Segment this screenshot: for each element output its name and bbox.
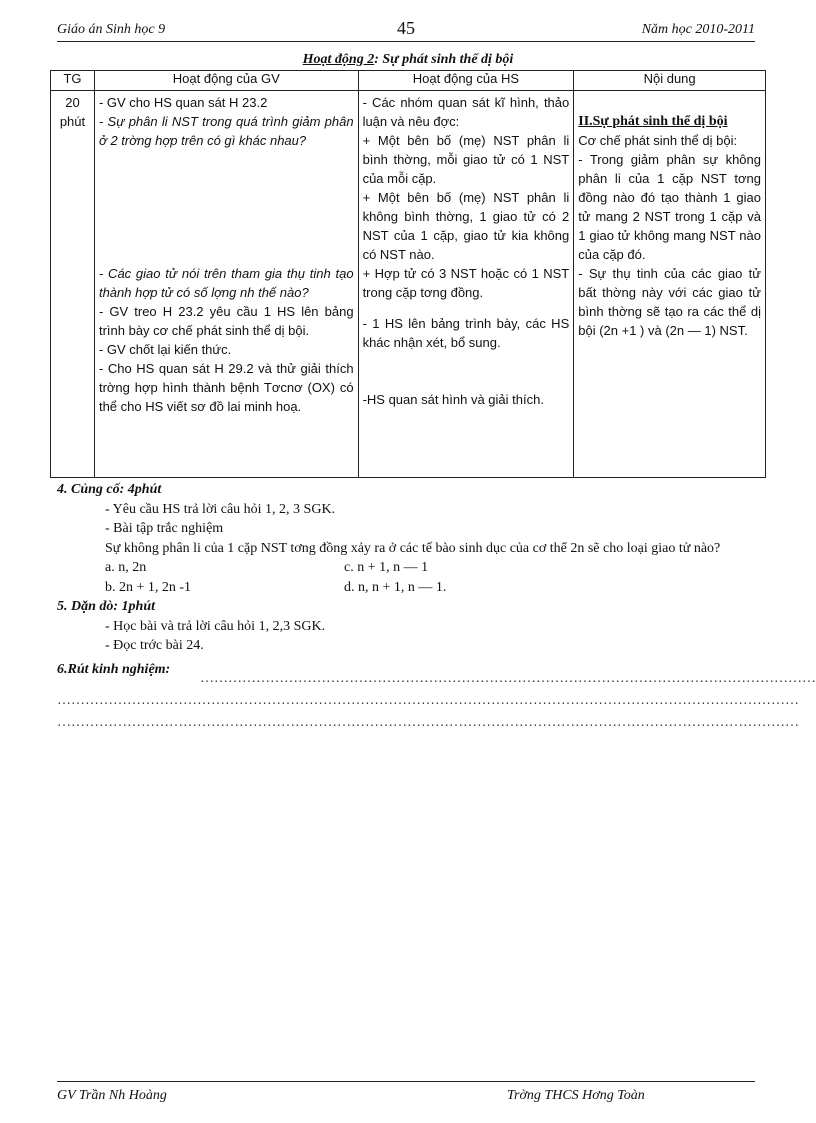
gv-question-2: - Các giao tử nói trên tham gia thụ tinh tạo thành hợp tử có số lợng nh thế nào? [98,266,354,300]
header-gv: Hoạt động của GV [94,71,358,91]
notes-line-3: …………………………………………………………………………………………………………………………………………… [57,715,799,730]
notes-line-2: …………………………………………………………………………………………………………………………………………… [57,693,799,708]
hs-step-4: + Hợp tử có 3 NST hoặc có 1 NST trong cặp tơng đồng. [362,266,570,300]
page-number: 45 [397,18,415,38]
header-rule [57,41,755,42]
footer-rule [57,1081,755,1082]
gv-step-2: - GV treo H 23.2 yêu cầu 1 HS lên bảng trình bày cơ chế phát sinh thể dị bội. [98,304,354,338]
section5-line2: - Đọc trớc bài 24. [105,638,204,653]
table-header-row [51,71,766,91]
tg-cell [51,91,95,478]
gv-step-3: - GV chốt lại kiến thức. [98,342,232,357]
content-p2: - Trong giảm phân sự không phân li của 1 cặp NST tơng đồng nào đó tạo thành 1 giao tử mang 2 NST trong 1 cặp và 1 giao tử không mang NST nào của cặp đó. [578,152,761,262]
hs-step-2: + Một bên bố (mẹ) NST phân li bình thờng, mỗi giao tử có 1 NST của mỗi cặp. [362,133,570,186]
content-p3: - Sự thụ tinh của các giao tử bất thờng này với các giao tử bình thờng sẽ tạo ra các thể dị bội (2n +1 ) và (2n — 1) NST. [578,266,761,338]
tg-value: 20 [65,95,80,110]
tg-unit: phút [59,114,86,129]
header-tg: TG [51,71,95,91]
section5-line1: - Học bài và trả lời câu hỏi 1, 2,3 SGK. [105,618,326,634]
option-b: b. 2n + 1, 2n -1 [105,579,192,595]
option-c: c. n + 1, n — 1 [344,560,429,575]
option-d: d. n, n + 1, n — 1. [344,579,447,595]
section4-line1: - Yêu cầu HS trả lời câu hỏi 1, 2, 3 SGK. [105,501,336,517]
footer-teacher: GV Trần Nh Hoàng [57,1088,167,1103]
lesson-table [50,70,766,478]
hs-step-1: - Các nhóm quan sát kĩ hình, thảo luận và nêu đợc: [362,95,570,129]
quiz-options-row-2 [57,578,759,598]
quiz-question: Sự không phân li của 1 cặp NST tơng đồng xảy ra ở các tế bào sinh dục của cơ thể 2n sẽ cho loại giao tử nào? [105,540,721,556]
section4-title: 4. Củng cố: 4phút [57,482,162,497]
gv-step-1: - GV cho HS quan sát H 23.2 [98,95,268,110]
content-cell [574,91,766,478]
header-content: Nội dung [574,71,766,91]
activity-title [0,52,816,68]
table-row [51,91,766,478]
header-subject: Giáo án Sinh học 9 [57,22,166,37]
page-header [57,18,755,42]
quiz-options-row-1 [57,558,759,578]
hs-step-5: - 1 HS lên bảng trình bày, các HS khác nhận xét, bổ sung. [362,316,570,350]
gv-step-4: - Cho HS quan sát H 29.2 và thử giải thích trờng hợp hình thành bệnh Tơcnơ (OX) có thể cho HS viết sơ đồ lai minh hoạ. [98,361,354,414]
content-p1: Cơ chế phát sinh thể dị bội: [578,133,738,148]
option-a: a. n, 2n [105,560,147,575]
hs-step-3: + Một bên bố (mẹ) NST phân li không bình thờng, 1 giao tử có 2 NST của 1 cặp, giao tử kia không có NST nào. [362,190,570,262]
hs-step-6: -HS quan sát hình và giải thích. [362,392,544,407]
activity-name: : Sự phát sinh thể dị bội [374,52,514,67]
header-hs: Hoạt động của HS [358,71,574,91]
section4-line2: - Bài tập trắc nghiệm [105,521,224,536]
section-consolidation [57,480,759,679]
activity-label: Hoạt động 2 [302,52,375,67]
hs-cell [358,91,574,478]
gv-cell [94,91,358,478]
header-school-year: Năm học 2010-2011 [641,22,755,37]
section6-title: 6.Rút kinh nghiệm: [57,661,171,677]
footer-school: Trờng THCS Hơng Toàn [507,1088,645,1103]
gv-question-1: - Sự phân li NST trong quá trình giảm phân ở 2 trờng hợp trên có gì khác nhau? [98,114,354,148]
content-title: II.Sự phát sinh thể dị bội [578,114,728,129]
notes-line-1: …………………………………………………………………………………………………………………… [200,671,816,686]
section5-title: 5. Dặn dò: 1phút [57,599,156,614]
